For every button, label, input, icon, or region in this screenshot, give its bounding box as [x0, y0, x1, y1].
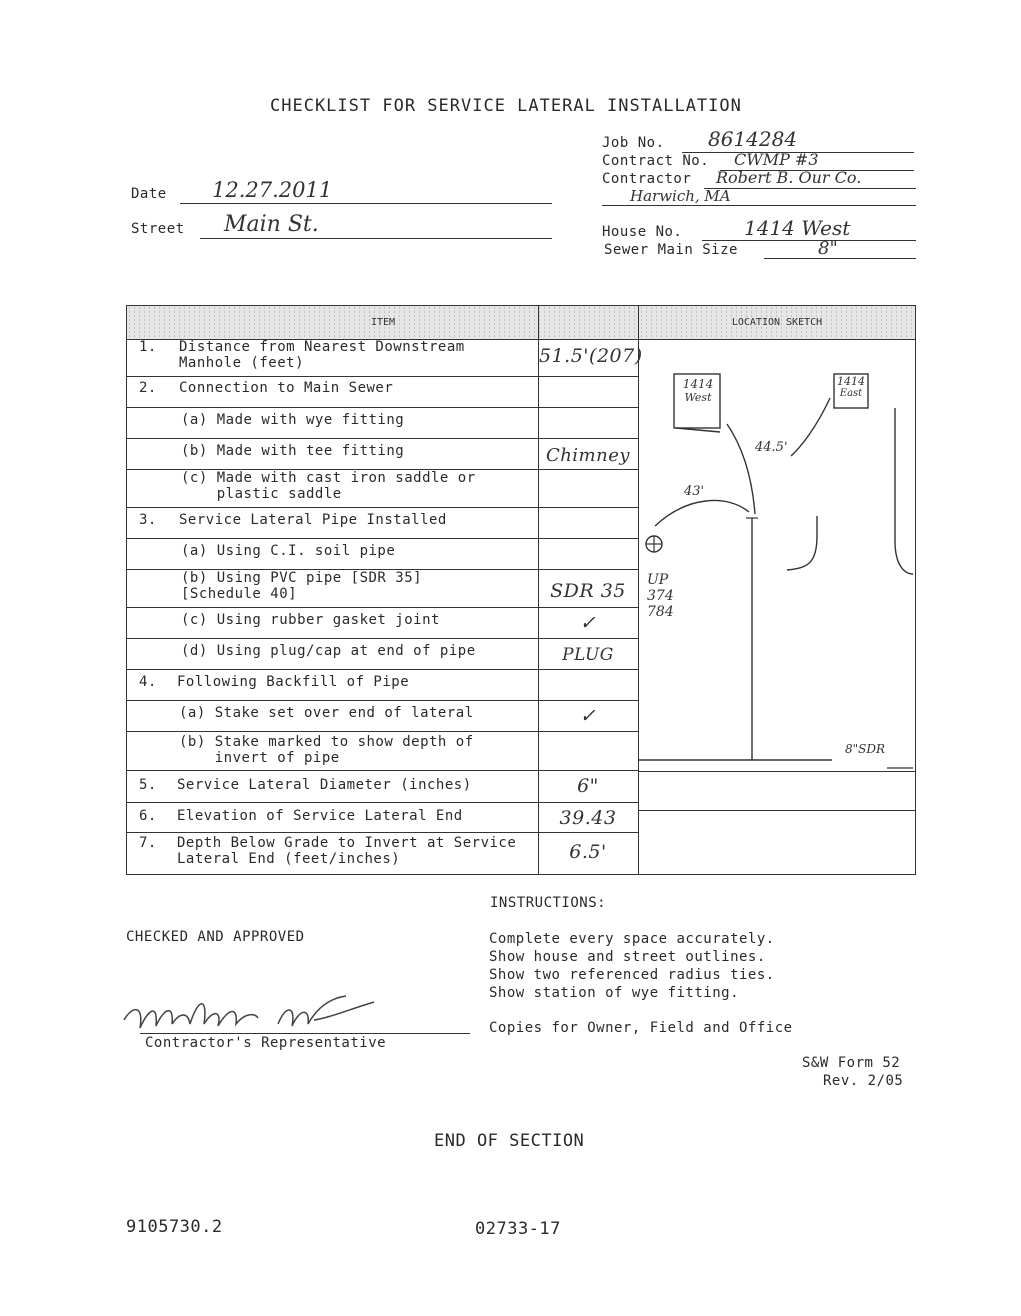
checked-approved: CHECKED AND APPROVED	[126, 929, 305, 945]
house-no-value: 1414 West	[744, 216, 851, 240]
table-row: (a) Made with wye fitting	[127, 408, 639, 439]
contractor-label: Contractor	[602, 171, 692, 187]
house-east-label: 1414 East	[837, 375, 865, 399]
main-size-note: 8"SDR	[845, 742, 886, 756]
instructions-heading: INSTRUCTIONS:	[490, 895, 607, 911]
table-row: (a) Stake set over end of lateral ✓	[127, 701, 639, 732]
street-label: Street	[131, 221, 185, 237]
table-row: (b) Using PVC pipe [SDR 35] [Schedule 40] SDR 35	[127, 570, 639, 608]
table-row: 6. Elevation of Service Lateral End 39.43	[127, 803, 639, 833]
form-number: S&W Form 52	[802, 1055, 901, 1071]
end-of-section: END OF SECTION	[434, 1131, 585, 1151]
contractor-value-2: Harwich, MA	[630, 187, 731, 205]
page-title: CHECKLIST FOR SERVICE LATERAL INSTALLATION	[270, 96, 742, 116]
item-header: ITEM	[127, 306, 639, 340]
table-row: (b) Made with tee fitting Chimney	[127, 439, 639, 470]
up-notes: UP 374 784	[647, 572, 674, 620]
table-row: (b) Stake marked to show depth of invert of pipe	[127, 732, 639, 771]
table-row: 5. Service Lateral Diameter (inches) 6"	[127, 771, 639, 803]
contractor-value-1: Robert B. Our Co.	[716, 168, 862, 187]
table-row: (c) Made with cast iron saddle or plastic saddle	[127, 470, 639, 508]
table-row: 2. Connection to Main Sewer	[127, 377, 639, 408]
contract-no-value: CWMP #3	[734, 150, 819, 169]
row-value: PLUG	[562, 645, 614, 665]
instructions-body: Complete every space accurately. Show house and street outlines. Show two referenced radius ties. Show station of wye fitting. Copies for Owner, Field and Office	[489, 931, 793, 1036]
date-label: Date	[131, 186, 167, 202]
tie-distance-1: 44.5'	[755, 440, 788, 455]
table-row: (d) Using plug/cap at end of pipe PLUG	[127, 639, 639, 670]
contract-no-label: Contract No.	[602, 153, 710, 169]
rep-label: Contractor's Representative	[145, 1035, 387, 1051]
table-row: (c) Using rubber gasket joint ✓	[127, 608, 639, 639]
form-revision: Rev. 2/05	[823, 1073, 904, 1089]
table-row: 4. Following Backfill of Pipe	[127, 670, 639, 701]
document-id: 9105730.2	[126, 1217, 223, 1237]
page-number: 02733-17	[475, 1219, 561, 1239]
table-row: 7. Depth Below Grade to Invert at Service Lateral End (feet/inches) 6.5'	[127, 833, 639, 874]
table-row: 3. Service Lateral Pipe Installed	[127, 508, 639, 539]
sewer-main-label: Sewer Main Size	[604, 242, 738, 258]
house-no-label: House No.	[602, 224, 683, 240]
row-value: 39.43	[559, 807, 617, 829]
row-value: 6.5'	[569, 841, 607, 863]
job-no-value: 8614284	[708, 127, 798, 151]
street-value: Main St.	[224, 212, 319, 237]
table-row: 1. Distance from Nearest Downstream Manhole (feet) 51.5'(207)	[127, 339, 639, 377]
job-no-label: Job No.	[602, 135, 665, 151]
house-west-label: 1414 West	[682, 377, 714, 404]
sketch-header: LOCATION SKETCH	[639, 306, 915, 340]
table-row: (a) Using C.I. soil pipe	[127, 539, 639, 570]
row-value: Chimney	[545, 445, 631, 466]
date-value: 12.27.2011	[212, 178, 333, 202]
row-value: ✓	[579, 705, 597, 727]
row-value: 6"	[577, 775, 599, 797]
sewer-main-value: 8"	[818, 238, 838, 259]
row-value: 51.5'(207)	[539, 345, 643, 367]
row-value: ✓	[579, 612, 597, 634]
checklist-table	[126, 305, 916, 875]
row-value: SDR 35	[550, 580, 626, 602]
tie-distance-2: 43'	[684, 484, 705, 499]
